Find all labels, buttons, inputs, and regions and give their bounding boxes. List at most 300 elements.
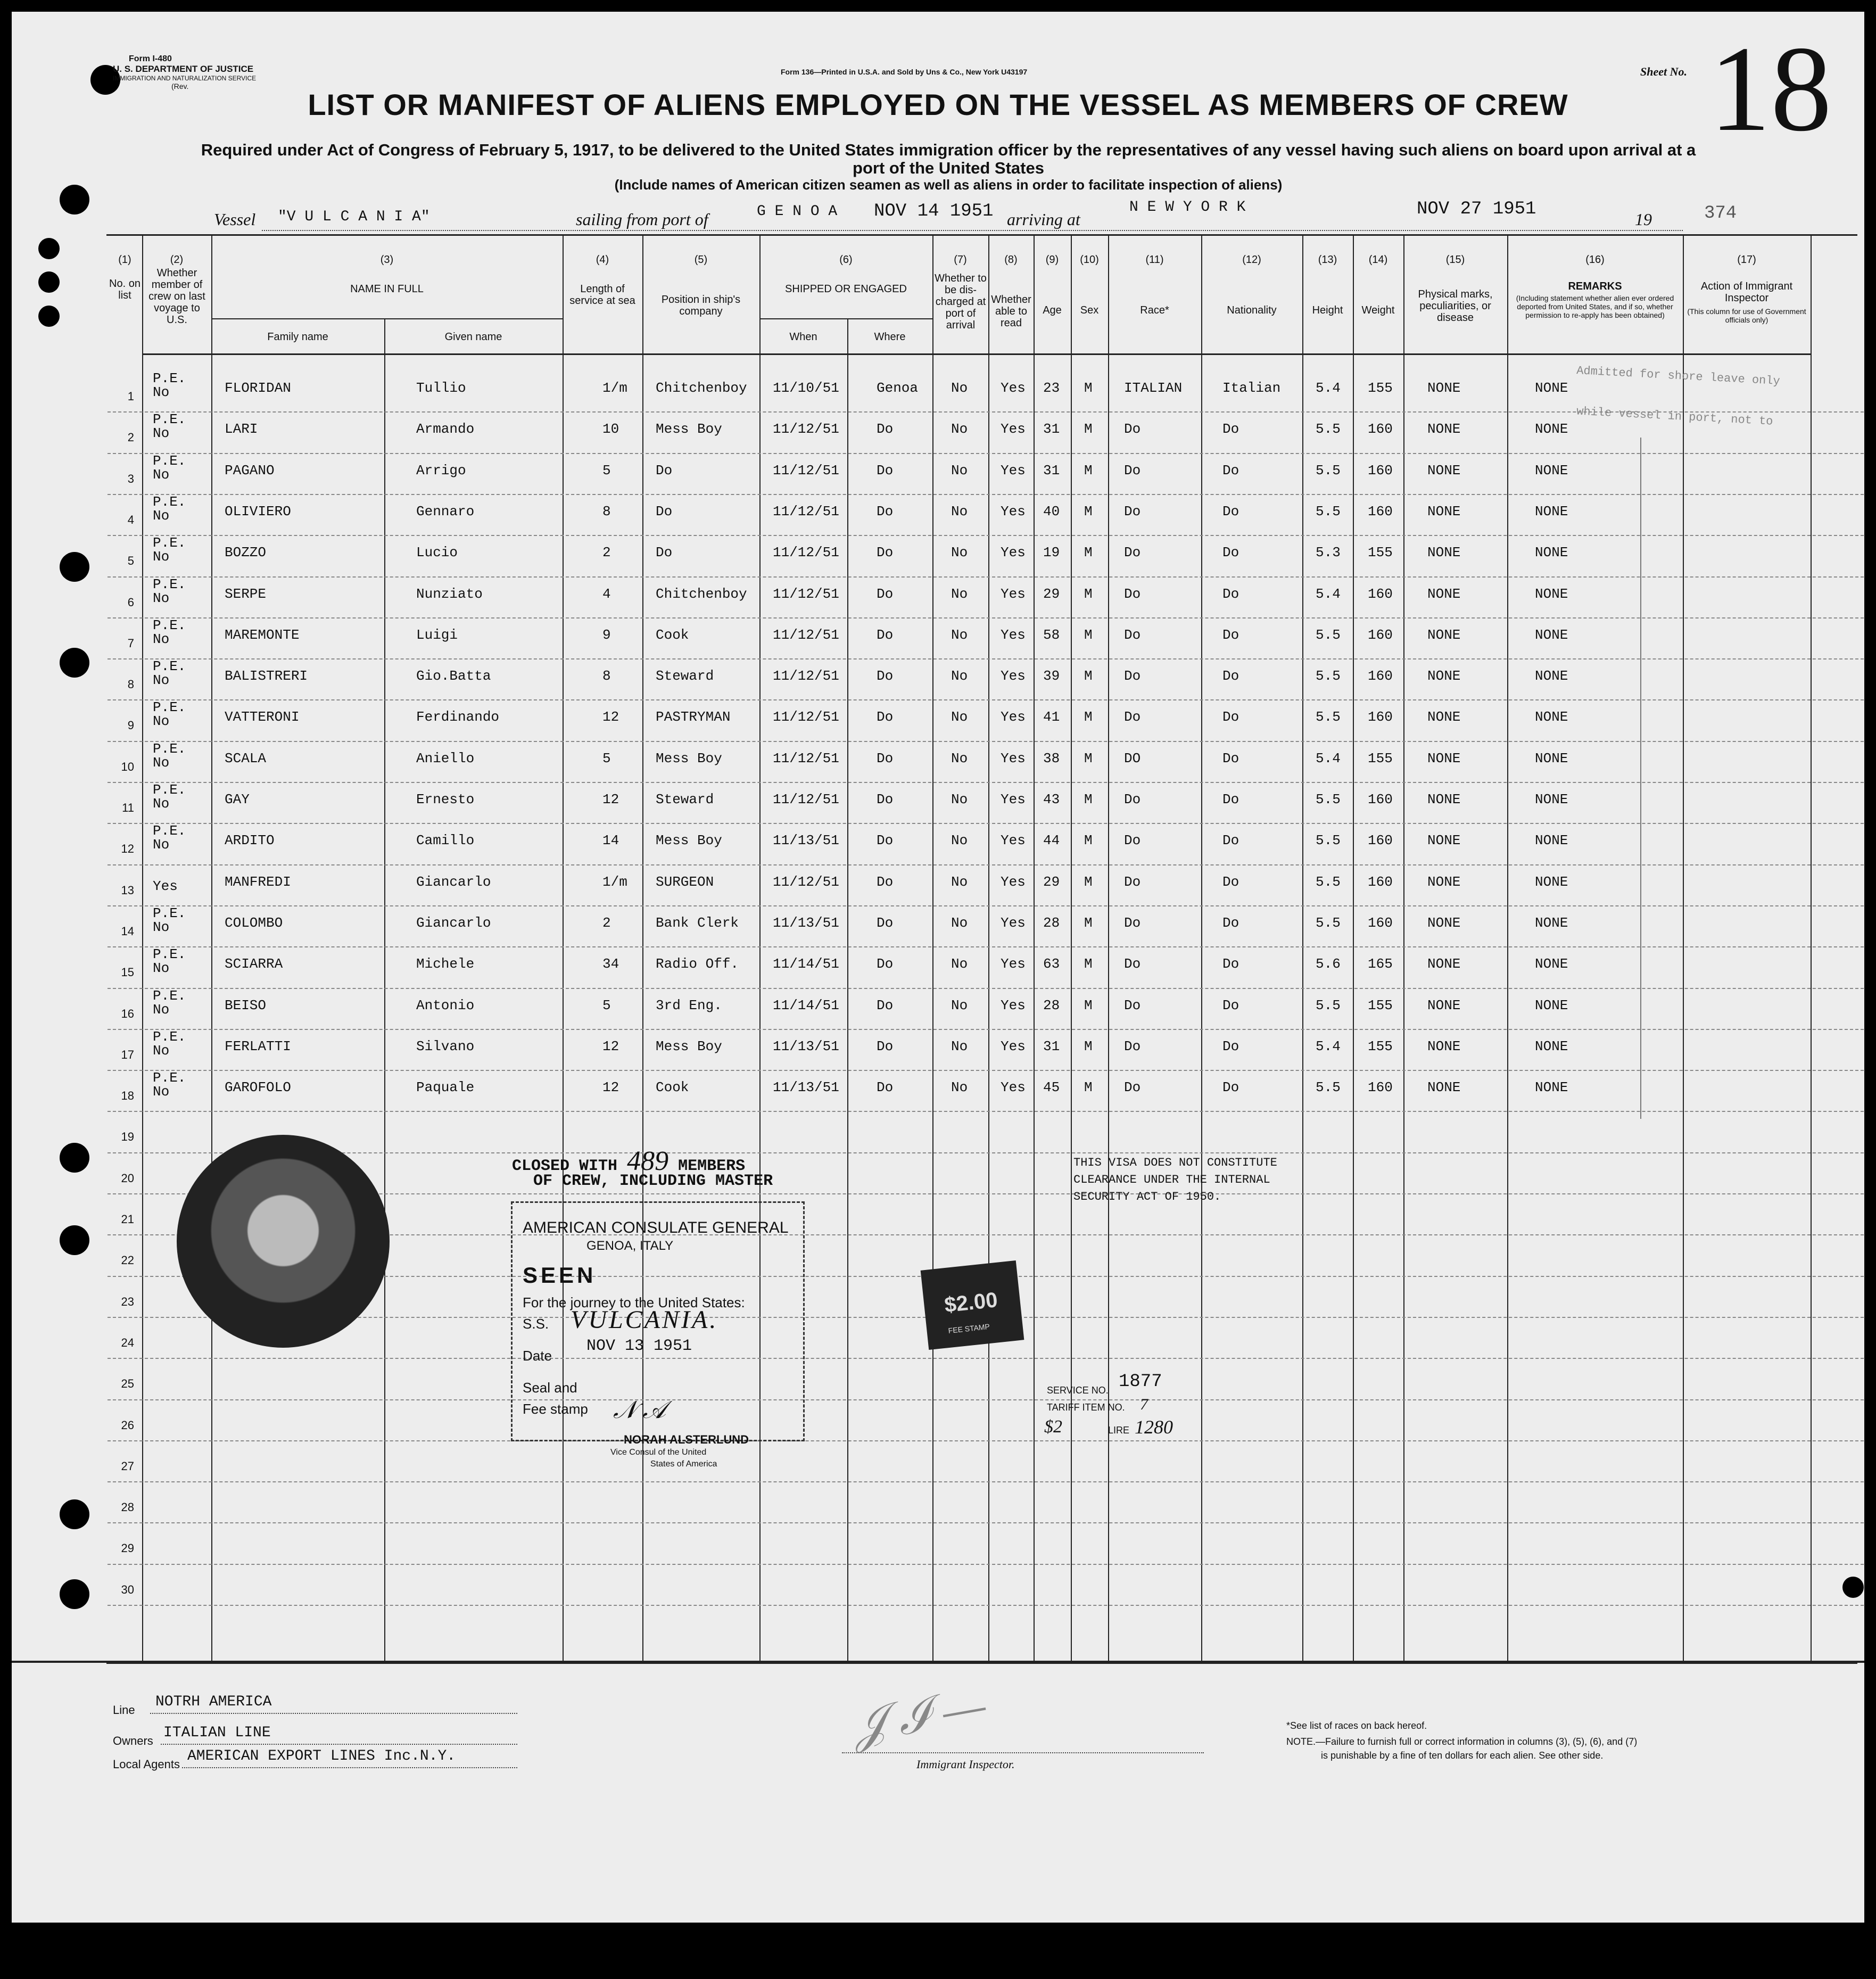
col-header-remarks: REMARKS — [1568, 281, 1622, 292]
inspector-signature: 𝒥 ℐ — — [849, 1678, 989, 1753]
col-header-age: Age — [1043, 304, 1062, 316]
cell-position: Do — [656, 462, 673, 479]
col-header-when: When — [789, 331, 817, 343]
cell-height: 5.5 — [1316, 791, 1341, 807]
row-number: 13 — [121, 883, 134, 897]
cell-physical-marks: NONE — [1427, 626, 1461, 643]
cell-weight: 160 — [1368, 503, 1393, 520]
cell-shipped-where: Do — [877, 586, 894, 602]
row-number: 26 — [121, 1418, 134, 1432]
cell-age: 28 — [1043, 997, 1060, 1013]
cell-weight: 160 — [1368, 668, 1393, 685]
cell-discharge: No — [951, 1038, 968, 1054]
row-rule — [108, 453, 1864, 454]
cell-previous-voyage: No — [153, 754, 170, 771]
cell-shipped-where: Do — [877, 709, 894, 725]
cell-family-name: SCIARRA — [225, 956, 283, 972]
cell-service-length: 5 — [602, 750, 611, 766]
column-number: (2) — [170, 254, 184, 266]
departure-date: NOV 14 1951 — [874, 201, 994, 221]
cell-age: 43 — [1043, 791, 1060, 807]
agents-label: Local Agents — [113, 1758, 180, 1771]
cell-position: Cook — [656, 626, 689, 643]
remarks-bracket-line — [1640, 438, 1641, 1119]
owners-label: Owners — [113, 1734, 153, 1747]
cell-previous-voyage-pe: P.E. — [153, 535, 186, 551]
consul-signature: 𝒩 𝒜 — [613, 1396, 666, 1423]
row-number: 29 — [121, 1541, 134, 1555]
punch-hole — [38, 271, 60, 293]
cell-nationality: Do — [1222, 421, 1239, 438]
cell-age: 41 — [1043, 709, 1060, 725]
cell-remarks: NONE — [1535, 668, 1568, 685]
cell-sex: M — [1084, 956, 1093, 972]
cell-physical-marks: NONE — [1427, 791, 1461, 807]
sailing-label: sailing from port of — [576, 210, 708, 229]
arrival-port: N E W Y O R K — [1129, 199, 1246, 216]
cell-shipped-when: 11/12/51 — [773, 873, 839, 890]
cell-race: Do — [1124, 832, 1141, 849]
cell-nationality: Do — [1222, 1038, 1239, 1054]
header-underline — [262, 230, 1683, 231]
cell-remarks: NONE — [1535, 1079, 1568, 1096]
cell-previous-voyage: No — [153, 713, 170, 730]
cell-weight: 160 — [1368, 421, 1393, 438]
column-number: (10) — [1080, 254, 1099, 266]
cell-discharge: No — [951, 668, 968, 685]
cell-discharge: No — [951, 750, 968, 766]
cell-remarks: NONE — [1535, 956, 1568, 972]
cell-sex: M — [1084, 380, 1093, 396]
cell-sex: M — [1084, 462, 1093, 479]
cell-age: 45 — [1043, 1079, 1060, 1096]
closed-stamp-line-1: CLOSED WITH 489 MEMBERS — [512, 1146, 746, 1176]
cell-position: Chitchenboy — [656, 380, 747, 396]
cell-given-name: Michele — [416, 956, 475, 972]
cell-weight: 160 — [1368, 462, 1393, 479]
cell-race: Do — [1124, 626, 1141, 643]
col-header-read: Whether able to read — [991, 294, 1031, 329]
row-rule — [108, 1481, 1864, 1482]
cell-service-length: 12 — [602, 791, 619, 807]
row-number: 11 — [122, 801, 134, 814]
cell-service-length: 8 — [602, 503, 611, 520]
embossed-seal — [177, 1135, 390, 1348]
cell-given-name: Antonio — [416, 997, 475, 1013]
form-subtitle-2: port of the United States — [853, 159, 1044, 177]
cell-remarks: NONE — [1535, 709, 1568, 725]
punch-hole — [60, 1499, 89, 1529]
cell-previous-voyage: Yes — [153, 878, 178, 894]
cell-height: 5.5 — [1316, 709, 1341, 725]
closed-stamp-line-2: OF CREW, INCLUDING MASTER — [533, 1172, 773, 1190]
cell-service-length: 12 — [602, 1079, 619, 1096]
cell-family-name: VATTERONI — [225, 709, 300, 725]
cell-remarks: NONE — [1535, 421, 1568, 438]
cell-previous-voyage-pe: P.E. — [153, 1028, 186, 1045]
cell-weight: 160 — [1368, 791, 1393, 807]
cell-previous-voyage-pe: P.E. — [153, 452, 186, 469]
cell-service-length: 1/m — [602, 873, 627, 890]
inspector-underline — [842, 1752, 1204, 1753]
service-number: 1877 — [1119, 1372, 1162, 1392]
cell-family-name: OLIVIERO — [225, 503, 291, 520]
cell-sex: M — [1084, 586, 1093, 602]
cell-height: 5.3 — [1316, 545, 1341, 561]
cell-shipped-where: Do — [877, 832, 894, 849]
cell-race: ITALIAN — [1124, 380, 1183, 396]
cell-remarks: NONE — [1535, 462, 1568, 479]
cell-family-name: BALISTRERI — [225, 668, 308, 685]
cell-weight: 155 — [1368, 380, 1393, 396]
visa-notice-2: CLEARANCE UNDER THE INTERNAL — [1073, 1173, 1270, 1186]
row-rule — [108, 699, 1864, 700]
sheet-label: Sheet No. — [1640, 65, 1687, 78]
cell-previous-voyage-pe: P.E. — [153, 699, 186, 716]
cell-given-name: Silvano — [416, 1038, 475, 1054]
cell-age: 31 — [1043, 462, 1060, 479]
footer-divider — [12, 1661, 1864, 1663]
row-number: 12 — [121, 842, 134, 856]
vessel-value: "V U L C A N I A" — [278, 209, 430, 225]
column-number: (14) — [1368, 254, 1388, 266]
visa-notice-1: THIS VISA DOES NOT CONSTITUTE — [1073, 1156, 1277, 1169]
sheet-number: 18 — [1709, 21, 1832, 156]
fee-stamp-label: FEE STAMP — [947, 1322, 990, 1335]
row-rule — [108, 823, 1864, 824]
cell-family-name: FERLATTI — [225, 1038, 291, 1054]
cell-previous-voyage-pe: P.E. — [153, 370, 186, 386]
cell-service-length: 14 — [602, 832, 619, 849]
form-title: LIST OR MANIFEST OF ALIENS EMPLOYED ON THE VESSEL AS MEMBERS OF CREW — [308, 88, 1568, 121]
row-rule — [108, 658, 1864, 659]
col-header-previous-voyage: Whether member of crew on last voyage to U.S. — [148, 267, 205, 326]
row-number: 28 — [121, 1500, 134, 1514]
cell-height: 5.4 — [1316, 1038, 1341, 1054]
cell-sex: M — [1084, 626, 1093, 643]
cell-nationality: Do — [1222, 997, 1239, 1013]
cell-nationality: Do — [1222, 873, 1239, 890]
cell-sex: M — [1084, 750, 1093, 766]
cell-position: Mess Boy — [656, 750, 722, 766]
cell-remarks: NONE — [1535, 997, 1568, 1013]
row-number: 22 — [121, 1254, 134, 1267]
col-header-service: Length of service at sea — [569, 283, 635, 307]
cell-previous-voyage-pe: P.E. — [153, 1070, 186, 1086]
cell-previous-voyage: No — [153, 1042, 170, 1059]
row-number: 27 — [121, 1459, 134, 1473]
cell-height: 5.6 — [1316, 956, 1341, 972]
cell-race: Do — [1124, 421, 1141, 438]
cell-given-name: Lucio — [416, 545, 458, 561]
cell-remarks: NONE — [1535, 914, 1568, 931]
cell-previous-voyage-pe: P.E. — [153, 946, 186, 963]
cell-remarks: NONE — [1535, 503, 1568, 520]
cell-given-name: Giancarlo — [416, 914, 491, 931]
row-number: 18 — [121, 1089, 134, 1103]
punch-hole — [60, 552, 89, 582]
row-number: 3 — [127, 472, 134, 485]
col-header-family-name: Family name — [267, 331, 328, 343]
cell-discharge: No — [951, 791, 968, 807]
cell-shipped-where: Do — [877, 421, 894, 438]
cell-physical-marks: NONE — [1427, 421, 1461, 438]
cell-nationality: Do — [1222, 750, 1239, 766]
cell-discharge: No — [951, 956, 968, 972]
cell-shipped-where: Do — [877, 1079, 894, 1096]
cell-family-name: MAREMONTE — [225, 626, 300, 643]
cell-height: 5.4 — [1316, 750, 1341, 766]
row-number: 21 — [121, 1213, 134, 1226]
cell-position: Mess Boy — [656, 421, 722, 438]
cell-height: 5.5 — [1316, 997, 1341, 1013]
cell-nationality: Do — [1222, 545, 1239, 561]
cell-given-name: Ernesto — [416, 791, 475, 807]
line-label: Line — [113, 1703, 135, 1717]
col-header-race: Race* — [1140, 304, 1169, 316]
cell-nationality: Do — [1222, 709, 1239, 725]
cell-shipped-when: 11/12/51 — [773, 462, 839, 479]
cell-service-length: 12 — [602, 709, 619, 725]
cell-physical-marks: NONE — [1427, 462, 1461, 479]
cell-age: 58 — [1043, 626, 1060, 643]
fee-label: Fee stamp — [523, 1401, 588, 1417]
column-number: (8) — [1004, 254, 1018, 266]
cell-service-length: 2 — [602, 545, 611, 561]
col-header-nationality: Nationality — [1227, 304, 1277, 316]
cell-weight: 160 — [1368, 586, 1393, 602]
cell-weight: 155 — [1368, 997, 1393, 1013]
cell-weight: 155 — [1368, 545, 1393, 561]
cell-physical-marks: NONE — [1427, 1079, 1461, 1096]
col-header-action: Action of Immigrant Inspector — [1700, 281, 1793, 304]
cell-race: Do — [1124, 1038, 1141, 1054]
cell-family-name: ARDITO — [225, 832, 275, 849]
col-header-position: Position in ship's company — [661, 294, 741, 317]
cell-sex: M — [1084, 545, 1093, 561]
cell-shipped-where: Do — [877, 545, 894, 561]
row-number: 25 — [121, 1377, 134, 1391]
journey-text: For the journey to the United States: — [523, 1294, 745, 1310]
cell-shipped-when: 11/12/51 — [773, 503, 839, 520]
fee-stamp-value: $2.00 — [943, 1288, 999, 1317]
cell-able-to-read: Yes — [1001, 545, 1026, 561]
col-header-sex: Sex — [1080, 304, 1099, 316]
cell-age: 63 — [1043, 956, 1060, 972]
consul-title-2: States of America — [650, 1459, 717, 1469]
row-number: 6 — [127, 595, 134, 609]
cell-physical-marks: NONE — [1427, 914, 1461, 931]
ss-label: S.S. — [523, 1316, 549, 1332]
cell-race: Do — [1124, 545, 1141, 561]
row-number: 17 — [121, 1048, 134, 1061]
cell-age: 44 — [1043, 832, 1060, 849]
cell-able-to-read: Yes — [1001, 914, 1026, 931]
cell-physical-marks: NONE — [1427, 709, 1461, 725]
cell-position: Mess Boy — [656, 832, 722, 849]
cell-race: Do — [1124, 956, 1141, 972]
cell-able-to-read: Yes — [1001, 956, 1026, 972]
col-header-discharge: Whether to be dis-charged at port of arrival — [935, 273, 987, 331]
cell-given-name: Luigi — [416, 626, 458, 643]
cell-family-name: GAROFOLO — [225, 1079, 291, 1096]
note-line-2: is punishable by a fine of ten dollars for each alien. See other side. — [1321, 1750, 1604, 1761]
row-rule — [108, 535, 1864, 536]
cell-given-name: Armando — [416, 421, 475, 438]
cell-shipped-when: 11/13/51 — [773, 914, 839, 931]
cell-service-length: 12 — [602, 1038, 619, 1054]
row-number: 20 — [121, 1171, 134, 1185]
cell-remarks: NONE — [1535, 832, 1568, 849]
service-name: IMMIGRATION AND NATURALIZATION SERVICE — [113, 75, 257, 82]
date-label: Date — [523, 1348, 552, 1364]
row-number: 24 — [121, 1335, 134, 1349]
row-rule — [108, 1152, 1864, 1153]
row-rule — [108, 1399, 1864, 1400]
cell-remarks: NONE — [1535, 545, 1568, 561]
cell-race: Do — [1124, 668, 1141, 685]
lire-value: 1280 — [1135, 1416, 1173, 1438]
row-number: 9 — [127, 719, 134, 732]
col-header-shipped: SHIPPED OR ENGAGED — [785, 283, 907, 295]
cell-able-to-read: Yes — [1001, 586, 1026, 602]
cell-race: Do — [1124, 791, 1141, 807]
arriving-label: arriving at — [1007, 210, 1080, 229]
manifest-sheet — [12, 12, 1864, 1923]
cell-previous-voyage: No — [153, 507, 170, 524]
column-number: (15) — [1445, 254, 1465, 266]
col-header-remarks-note: (Including statement whether alien ever ordered deported from United States, and if so, whether permission to re-apply has been obtained) — [1516, 294, 1674, 319]
cell-previous-voyage: No — [153, 919, 170, 935]
page-code: 374 — [1704, 203, 1737, 224]
consulate-city: GENOA, ITALY — [586, 1239, 674, 1253]
cell-previous-voyage: No — [153, 960, 170, 977]
cell-previous-voyage: No — [153, 1001, 170, 1018]
cell-shipped-when: 11/12/51 — [773, 545, 839, 561]
cell-race: DO — [1124, 750, 1141, 766]
vessel-label: Vessel — [214, 210, 256, 229]
cell-nationality: Do — [1222, 462, 1239, 479]
cell-physical-marks: NONE — [1427, 873, 1461, 890]
cell-physical-marks: NONE — [1427, 997, 1461, 1013]
cell-previous-voyage-pe: P.E. — [153, 493, 186, 510]
fee-stamp — [921, 1260, 1024, 1350]
cell-weight: 155 — [1368, 750, 1393, 766]
col-header-height: Height — [1312, 304, 1343, 316]
cell-nationality: Do — [1222, 956, 1239, 972]
cell-age: 40 — [1043, 503, 1060, 520]
cell-position: Do — [656, 503, 673, 520]
cell-previous-voyage-pe: P.E. — [153, 987, 186, 1004]
cell-remarks: NONE — [1535, 586, 1568, 602]
form-number: Form I-480 — [129, 54, 172, 63]
cell-service-length: 1/m — [602, 380, 627, 396]
cell-height: 5.4 — [1316, 380, 1341, 396]
cell-height: 5.5 — [1316, 1079, 1341, 1096]
cell-shipped-where: Do — [877, 873, 894, 890]
cell-weight: 160 — [1368, 914, 1393, 931]
agents-underline — [182, 1767, 517, 1768]
cell-family-name: PAGANO — [225, 462, 275, 479]
cell-discharge: No — [951, 421, 968, 438]
row-rule — [108, 905, 1864, 906]
service-label: SERVICE NO. — [1047, 1385, 1109, 1396]
cell-position: Cook — [656, 1079, 689, 1096]
cell-sex: M — [1084, 1038, 1093, 1054]
cell-physical-marks: NONE — [1427, 668, 1461, 685]
cell-previous-voyage: No — [153, 425, 170, 442]
cell-service-length: 34 — [602, 956, 619, 972]
row-number: 30 — [121, 1582, 134, 1596]
cell-height: 5.5 — [1316, 626, 1341, 643]
cell-sex: M — [1084, 914, 1093, 931]
row-rule — [108, 946, 1864, 947]
cell-position: Bank Clerk — [656, 914, 739, 931]
cell-able-to-read: Yes — [1001, 1038, 1026, 1054]
table-frame — [106, 234, 1857, 1664]
cell-able-to-read: Yes — [1001, 462, 1026, 479]
cell-race: Do — [1124, 997, 1141, 1013]
punch-hole — [60, 1143, 89, 1173]
cell-shipped-when: 11/10/51 — [773, 380, 839, 396]
cell-remarks: NONE — [1535, 380, 1568, 396]
cell-previous-voyage-pe: P.E. — [153, 658, 186, 675]
cell-height: 5.5 — [1316, 914, 1341, 931]
cell-height: 5.5 — [1316, 503, 1341, 520]
cell-remarks: NONE — [1535, 626, 1568, 643]
cell-able-to-read: Yes — [1001, 626, 1026, 643]
column-number: (13) — [1318, 254, 1337, 266]
col-header-marks: Physical marks, peculiarities, or disease — [1418, 288, 1493, 324]
cell-able-to-read: Yes — [1001, 709, 1026, 725]
cell-sex: M — [1084, 791, 1093, 807]
cell-age: 23 — [1043, 380, 1060, 396]
cell-shipped-when: 11/13/51 — [773, 1079, 839, 1096]
cell-remarks: NONE — [1535, 1038, 1568, 1054]
cell-nationality: Do — [1222, 626, 1239, 643]
cell-nationality: Do — [1222, 668, 1239, 685]
cell-family-name: BOZZO — [225, 545, 267, 561]
cell-race: Do — [1124, 586, 1141, 602]
row-number: 2 — [127, 431, 134, 444]
cell-given-name: Arrigo — [416, 462, 466, 479]
cell-height: 5.4 — [1316, 586, 1341, 602]
seal-label: Seal and — [523, 1380, 577, 1396]
row-rule — [108, 1070, 1864, 1071]
cell-sex: M — [1084, 421, 1093, 438]
cell-previous-voyage-pe: P.E. — [153, 740, 186, 757]
cell-nationality: Do — [1222, 914, 1239, 931]
column-number: (4) — [596, 254, 609, 266]
cell-previous-voyage-pe: P.E. — [153, 617, 186, 633]
cell-family-name: GAY — [225, 791, 250, 807]
departure-port: G E N O A — [757, 203, 838, 220]
cell-nationality: Italian — [1222, 380, 1281, 396]
cell-able-to-read: Yes — [1001, 503, 1026, 520]
cell-discharge: No — [951, 626, 968, 643]
cell-nationality: Do — [1222, 1079, 1239, 1096]
cell-service-length: 4 — [602, 586, 611, 602]
cell-service-length: 5 — [602, 462, 611, 479]
remarks-note-1: Admitted for shore leave only — [1576, 364, 1781, 389]
cell-given-name: Tullio — [416, 380, 466, 396]
cell-given-name: Camillo — [416, 832, 475, 849]
column-number: (5) — [694, 254, 708, 266]
cell-shipped-where: Do — [877, 997, 894, 1013]
punch-hole — [60, 648, 89, 678]
cell-shipped-when: 11/12/51 — [773, 668, 839, 685]
cell-race: Do — [1124, 873, 1141, 890]
